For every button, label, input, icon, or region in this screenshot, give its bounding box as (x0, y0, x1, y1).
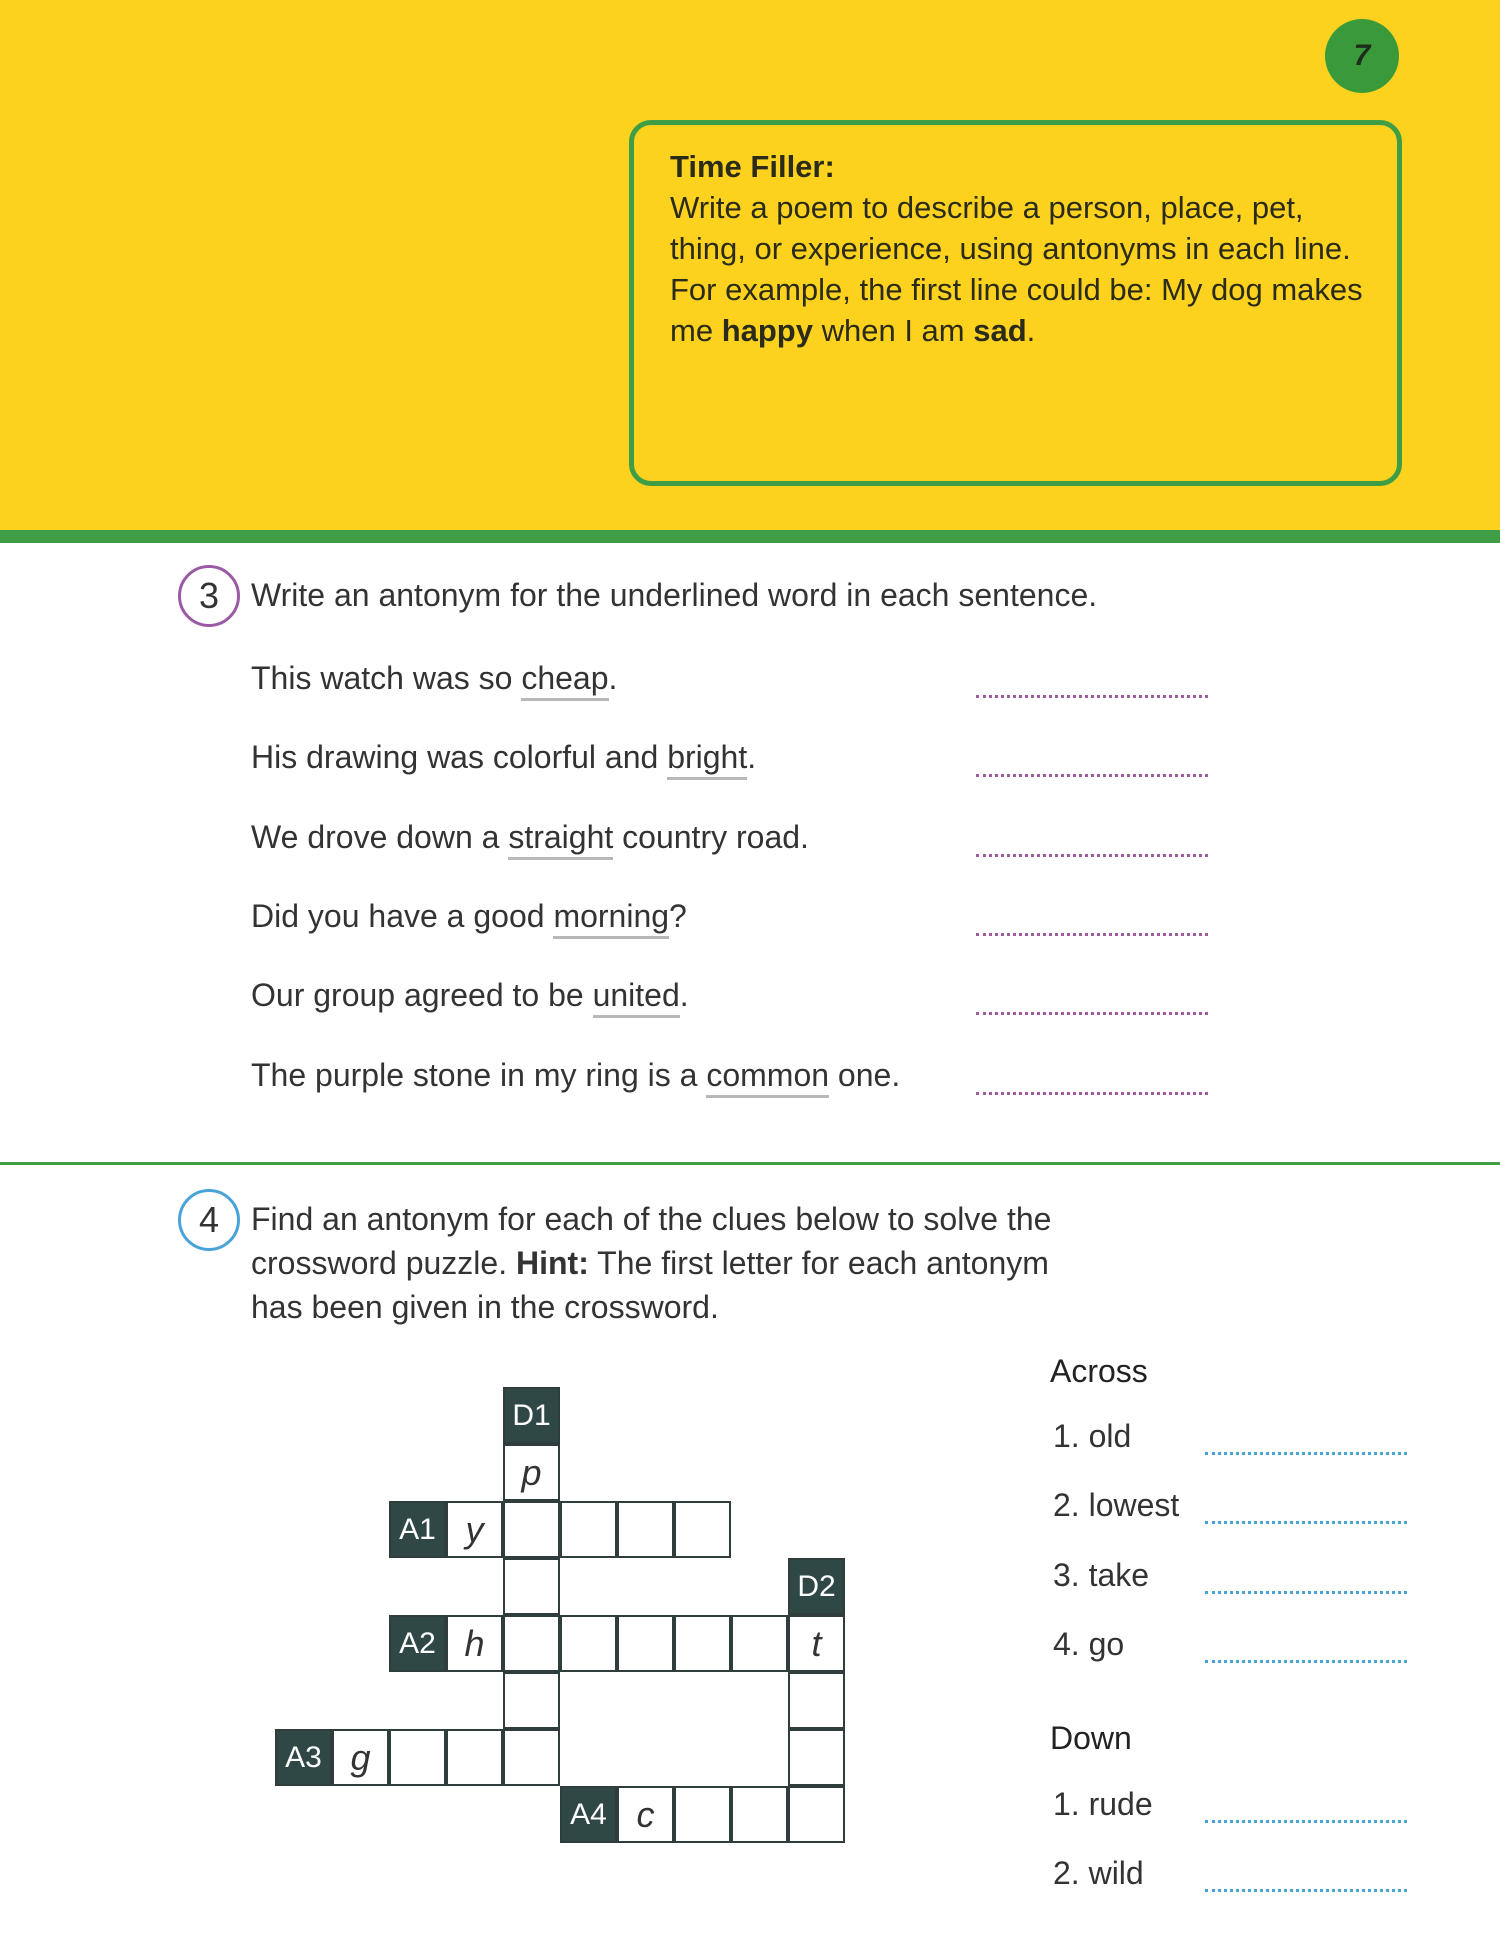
section-4-number: 4 (178, 1189, 240, 1251)
crossword-cell[interactable] (503, 1615, 560, 1672)
clue-item: 2. lowest (1053, 1487, 1180, 1523)
down-heading: Down (1050, 1720, 1132, 1756)
crossword-cell[interactable] (674, 1615, 731, 1672)
sentence-text: . (608, 660, 618, 696)
crossword-cell[interactable] (674, 1501, 731, 1558)
crossword-cell[interactable] (503, 1558, 560, 1615)
sentence-text: one. (829, 1057, 901, 1093)
sentence-text: The purple stone in my ring is a (251, 1057, 707, 1093)
clue-label-cell: A3 (275, 1729, 332, 1786)
clue-item: 1. old (1053, 1418, 1132, 1454)
bold-word-happy: happy (721, 313, 813, 348)
given-letter-cell[interactable]: h (446, 1615, 503, 1672)
section-divider (0, 1162, 1500, 1165)
time-filler-end: . (1026, 313, 1036, 348)
crossword-cell[interactable] (731, 1786, 788, 1843)
given-letter-cell[interactable]: y (446, 1501, 503, 1558)
given-letter-cell[interactable]: p (503, 1444, 560, 1501)
instruction-line: Find an antonym for each of the clues below to solve the (251, 1201, 1052, 1237)
clue-label-cell: A4 (560, 1786, 617, 1843)
crossword-cell[interactable] (503, 1672, 560, 1729)
answer-line[interactable] (1205, 1889, 1407, 1892)
crossword-cell[interactable] (389, 1729, 446, 1786)
crossword-cell[interactable] (788, 1786, 845, 1843)
answer-line[interactable] (976, 933, 1208, 936)
clue-label-cell: A2 (389, 1615, 446, 1672)
sentence-text: . (747, 739, 757, 775)
section-3-instruction: Write an antonym for the underlined word in each sentence. (251, 577, 1098, 613)
given-letter-cell[interactable]: t (788, 1615, 845, 1672)
time-filler-title: Time Filler: (670, 149, 835, 184)
section-3-number: 3 (178, 565, 240, 627)
crossword-cell[interactable] (788, 1729, 845, 1786)
answer-line[interactable] (976, 1012, 1208, 1015)
underlined-word: common (706, 1057, 829, 1098)
underlined-word: morning (553, 898, 669, 939)
answer-line[interactable] (976, 695, 1208, 698)
sentence (251, 819, 809, 856)
bold-word-sad: sad (973, 313, 1027, 348)
answer-line[interactable] (1205, 1452, 1407, 1455)
sentence-text: His drawing was colorful and (251, 739, 668, 775)
given-letter-cell[interactable]: g (332, 1729, 389, 1786)
green-divider-band (0, 530, 1500, 543)
sentence (251, 660, 617, 697)
page-number-badge: 7 (1325, 19, 1399, 93)
sentence (251, 739, 756, 776)
answer-line[interactable] (976, 774, 1208, 777)
sentence-text: country road. (613, 819, 809, 855)
time-filler-body: Write a poem to describe a person, place, pet, thing, or experience, using antonyms in each line. For example, the first line could be: My dog makes me (670, 190, 1363, 348)
instruction-text: The first letter for each antonym (588, 1245, 1049, 1281)
clue-label-cell: D2 (788, 1558, 845, 1615)
instruction-line (251, 1241, 1051, 1285)
hint-label: Hint: (515, 1245, 589, 1281)
underlined-word: united (593, 977, 680, 1018)
sentence-text: We drove down a (251, 819, 509, 855)
sentence-text: . (679, 977, 689, 1013)
answer-line[interactable] (1205, 1660, 1407, 1663)
clue-item: 3. take (1053, 1557, 1150, 1593)
sentence (251, 898, 687, 935)
underlined-word: cheap (521, 660, 608, 701)
crossword-cell[interactable] (788, 1672, 845, 1729)
crossword-cell[interactable] (503, 1729, 560, 1786)
section-4-instruction (251, 1197, 1051, 1329)
crossword-cell[interactable] (560, 1501, 617, 1558)
answer-line[interactable] (976, 854, 1208, 857)
crossword-cell[interactable] (617, 1615, 674, 1672)
crossword-cell[interactable] (446, 1729, 503, 1786)
sentence-text: Our group agreed to be (251, 977, 593, 1013)
across-heading: Across (1050, 1353, 1148, 1389)
clue-item: 1. rude (1053, 1786, 1153, 1822)
clue-item: 4. go (1053, 1626, 1125, 1662)
time-filler-body-mid: when I am (812, 313, 974, 348)
sentence (251, 1057, 900, 1094)
crossword-cell[interactable] (731, 1615, 788, 1672)
answer-line[interactable] (1205, 1820, 1407, 1823)
given-letter-cell[interactable]: c (617, 1786, 674, 1843)
clue-label-cell: D1 (503, 1387, 560, 1444)
crossword-cell[interactable] (560, 1615, 617, 1672)
sentence (251, 977, 689, 1014)
underlined-word: straight (508, 819, 613, 860)
instruction-text: crossword puzzle. (251, 1245, 516, 1281)
clue-item: 2. wild (1053, 1855, 1144, 1891)
time-filler-text (670, 146, 1370, 351)
sentence-text: Did you have a good (251, 898, 554, 934)
answer-line[interactable] (1205, 1591, 1407, 1594)
answer-line[interactable] (1205, 1521, 1407, 1524)
crossword-cell[interactable] (503, 1501, 560, 1558)
answer-line[interactable] (976, 1092, 1208, 1095)
crossword-cell[interactable] (674, 1786, 731, 1843)
clue-label-cell: A1 (389, 1501, 446, 1558)
crossword-cell[interactable] (617, 1501, 674, 1558)
sentence-text: ? (669, 898, 687, 934)
underlined-word: bright (667, 739, 747, 780)
sentence-text: This watch was so (251, 660, 522, 696)
instruction-line: has been given in the crossword. (251, 1289, 719, 1325)
